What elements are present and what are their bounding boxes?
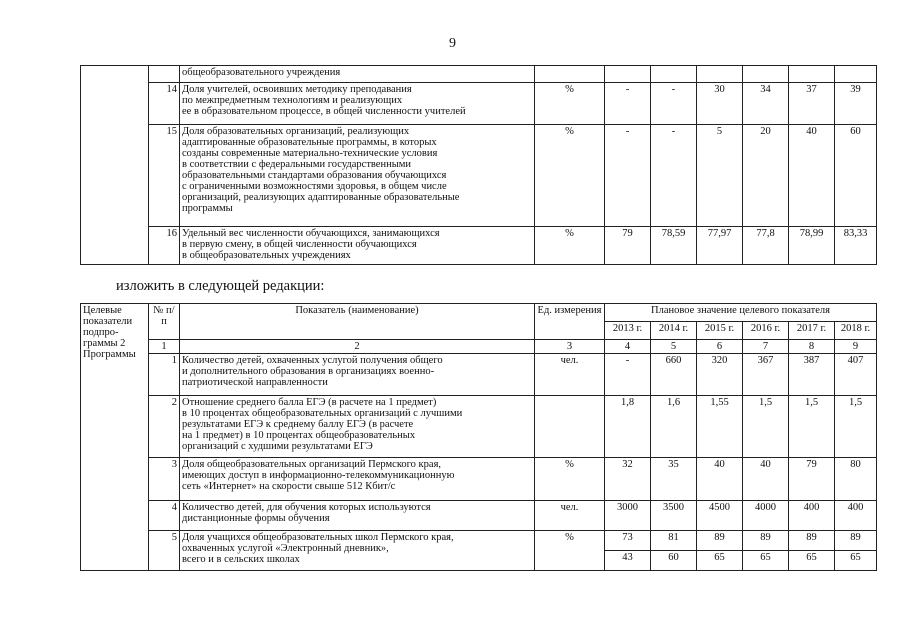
value-cell: 37 xyxy=(789,83,835,125)
value-cell-total: 89 xyxy=(835,531,877,551)
num-header: № п/п xyxy=(149,304,180,340)
column-number: 9 xyxy=(835,340,877,354)
row-number: 15 xyxy=(149,125,180,227)
value-cell-rural: 65 xyxy=(789,551,835,571)
value-cell-rural: 43 xyxy=(605,551,651,571)
header-row xyxy=(81,304,877,322)
value-cell: 77,97 xyxy=(697,227,743,265)
value-cell: - xyxy=(605,83,651,125)
value-cell: - xyxy=(651,125,697,227)
unit-cell: % xyxy=(535,227,605,265)
unit-header: Ед. измерения xyxy=(535,304,605,340)
value-cell: 39 xyxy=(835,83,877,125)
value-cell: 40 xyxy=(697,458,743,501)
table-row xyxy=(81,458,877,501)
value-cell: 35 xyxy=(651,458,697,501)
value-cell: - xyxy=(605,354,651,396)
unit-cell: % xyxy=(535,458,605,501)
row-number: 1 xyxy=(149,354,180,396)
indicators-table-new xyxy=(80,303,877,571)
indicator-name: Количество детей, охваченных услугой получения общего и дополнительного образования в организациях военно- патриотической направленности xyxy=(180,354,535,396)
indicators-table-old xyxy=(80,65,877,265)
value-cell-rural: 60 xyxy=(651,551,697,571)
row-number: 16 xyxy=(149,227,180,265)
unit-cell: % xyxy=(535,83,605,125)
value-cell: 77,8 xyxy=(743,227,789,265)
column-number: 7 xyxy=(743,340,789,354)
unit-cell: % xyxy=(535,531,605,571)
value-cell: 3000 xyxy=(605,501,651,531)
value-cell: 83,33 xyxy=(835,227,877,265)
value-cell: 80 xyxy=(835,458,877,501)
column-number: 1 xyxy=(149,340,180,354)
value-cell: 1,6 xyxy=(651,396,697,458)
indicator-name: Доля учащихся общеобразовательных школ Пермского края, охваченных услугой «Электронный дневник», всего и в сельских школах xyxy=(180,531,535,571)
value-cell: 40 xyxy=(789,125,835,227)
indicator-name: Количество детей, для обучения которых используются дистанционные формы обучения xyxy=(180,501,535,531)
value-cell-total: 89 xyxy=(743,531,789,551)
unit-cell: чел. xyxy=(535,501,605,531)
table-row xyxy=(81,501,877,531)
section-label: изложить в следующей редакции: xyxy=(116,278,325,294)
value-cell: 367 xyxy=(743,354,789,396)
indicator-name: Доля образовательных организаций, реализующих адаптированные образовательные программы, в которых созданы современные материально-технические условия в соответствии с федеральными государственными образовательными стандартами образования обучающихся с ограниченными возможностями здоровья, в общем числе организаций, реализующих адаптированные образовательные программы xyxy=(180,125,535,227)
column-number: 3 xyxy=(535,340,605,354)
indicator-name: Удельный вес численности обучающихся, занимающихся в первую смену, в общей численности обучающихся в общеобразовательных учреждениях xyxy=(180,227,535,265)
value-cell: 79 xyxy=(789,458,835,501)
planned-header: Плановое значение целевого показателя xyxy=(605,304,877,322)
indicator-name: Доля учителей, освоивших методику преподавания по межпредметным технологиям и реализующих ее в образовательном процессе, в общей численности учителей xyxy=(180,83,535,125)
page-number: 9 xyxy=(449,36,456,51)
targets-cell xyxy=(81,66,149,265)
table-row xyxy=(81,227,877,265)
unit-cell xyxy=(535,396,605,458)
unit-cell: чел. xyxy=(535,354,605,396)
value-cell-total: 81 xyxy=(651,531,697,551)
value-cell: 34 xyxy=(743,83,789,125)
row-number: 14 xyxy=(149,83,180,125)
column-number: 4 xyxy=(605,340,651,354)
row-number: 2 xyxy=(149,396,180,458)
table-row xyxy=(81,125,877,227)
value-cell: 407 xyxy=(835,354,877,396)
table-row xyxy=(81,531,877,551)
column-number: 8 xyxy=(789,340,835,354)
value-cell: 3500 xyxy=(651,501,697,531)
value-cell: 4500 xyxy=(697,501,743,531)
value-cell-rural: 65 xyxy=(697,551,743,571)
value-cell: 320 xyxy=(697,354,743,396)
row-number: 4 xyxy=(149,501,180,531)
value-cell: - xyxy=(605,125,651,227)
year-header: 2016 г. xyxy=(743,322,789,340)
value-cell: 5 xyxy=(697,125,743,227)
table-row xyxy=(81,396,877,458)
column-number: 2 xyxy=(180,340,535,354)
value-cell-total: 89 xyxy=(697,531,743,551)
indicator-header: Показатель (наименование) xyxy=(180,304,535,340)
value-cell: 60 xyxy=(835,125,877,227)
value-cell-rural: 65 xyxy=(743,551,789,571)
value-cell: 387 xyxy=(789,354,835,396)
column-number: 6 xyxy=(697,340,743,354)
value-cell: 1,55 xyxy=(697,396,743,458)
value-cell: 1,8 xyxy=(605,396,651,458)
value-cell: 660 xyxy=(651,354,697,396)
row-number: 5 xyxy=(149,531,180,571)
value-cell: 400 xyxy=(835,501,877,531)
column-number: 5 xyxy=(651,340,697,354)
table-row xyxy=(81,83,877,125)
value-cell: 20 xyxy=(743,125,789,227)
table-row xyxy=(81,66,877,83)
row-number: 3 xyxy=(149,458,180,501)
column-numbers-row xyxy=(81,340,877,354)
year-header: 2014 г. xyxy=(651,322,697,340)
value-cell: 32 xyxy=(605,458,651,501)
indicator-name: Отношение среднего балла ЕГЭ (в расчете на 1 предмет) в 10 процентах общеобразовательных организаций с лучшими результатами ЕГЭ к среднему баллу ЕГЭ (в расчете на 1 предмет) в 10 процентах общеобразовательных организаций с худшими результатами ЕГЭ xyxy=(180,396,535,458)
value-cell-rural: 65 xyxy=(835,551,877,571)
value-cell: 78,59 xyxy=(651,227,697,265)
value-cell: 400 xyxy=(789,501,835,531)
year-header: 2015 г. xyxy=(697,322,743,340)
value-cell: 1,5 xyxy=(835,396,877,458)
table-row xyxy=(81,354,877,396)
value-cell: 1,5 xyxy=(789,396,835,458)
year-header: 2017 г. xyxy=(789,322,835,340)
value-cell: 78,99 xyxy=(789,227,835,265)
value-cell-total: 89 xyxy=(789,531,835,551)
value-cell: - xyxy=(651,83,697,125)
value-cell: 40 xyxy=(743,458,789,501)
value-cell-total: 73 xyxy=(605,531,651,551)
indicator-name: общеобразовательного учреждения xyxy=(180,66,535,83)
targets-header: Целевые показатели подпро-граммы 2 Программы xyxy=(81,304,149,571)
value-cell: 79 xyxy=(605,227,651,265)
unit-cell: % xyxy=(535,125,605,227)
indicator-name: Доля общеобразовательных организаций Пермского края, имеющих доступ в информационно-телекоммуникационную сеть «Интернет» на скорости свыше 512 Кбит/с xyxy=(180,458,535,501)
value-cell: 1,5 xyxy=(743,396,789,458)
year-header: 2018 г. xyxy=(835,322,877,340)
year-header: 2013 г. xyxy=(605,322,651,340)
value-cell: 30 xyxy=(697,83,743,125)
value-cell: 4000 xyxy=(743,501,789,531)
